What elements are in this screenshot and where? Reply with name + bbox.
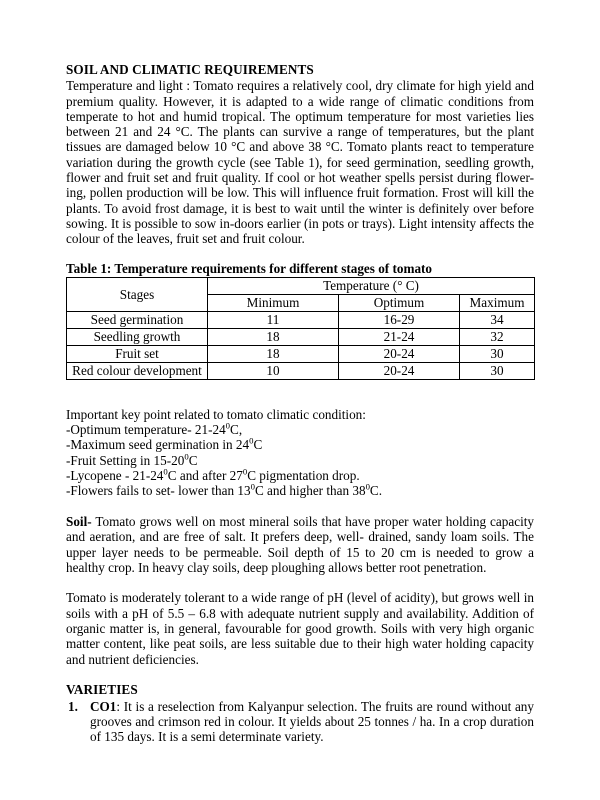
paragraph-soil [66,514,534,575]
table-header-temperature: Temperature (° C) [208,277,535,294]
variety-description: : It is a reselection from Kalyanpur selection. The fruits are round without any grooves and crimson red in colour. It yields about 25 tonnes / ha. In a crop duration of 135 days. It is a semi determinate variety. [90,698,534,745]
table-header-maximum: Maximum [460,294,535,311]
key-point-unit: C. [369,483,383,499]
cell-optimum: 16-29 [339,311,460,328]
cell-stage: Seedling growth [67,328,208,345]
cell-maximum: 32 [460,328,535,345]
variety-list-item [66,699,534,745]
key-point-unit: C, [230,422,243,438]
key-point-item [66,422,534,437]
key-point-unit: C pigmentation drop. [247,468,360,484]
cell-optimum: 20-24 [339,345,460,362]
key-point-text-mid: C and higher than 38 [254,483,366,499]
key-point-item [66,483,534,498]
key-point-item [66,468,534,483]
document-body [66,62,534,744]
cell-maximum: 34 [460,311,535,328]
cell-maximum: 30 [460,362,535,379]
table-header-stages: Stages [67,277,208,311]
key-point-item [66,437,534,452]
key-point-text: -Lycopene - 21-24 [66,468,164,484]
cell-optimum: 20-24 [339,362,460,379]
list-number: 1. [68,698,78,714]
heading-varieties: VARIETIES [66,682,138,698]
key-point-unit: C [253,437,263,453]
paragraph-temperature-and-light: Temperature and light : Tomato requires a relatively cool, dry climate for high yield and premium quality. However, it is adapted to a wide range of climatic conditions from temperate to hot and humid tropical. The optimum temperature for most varieties lies between 21 and 24 °C. The plants can survive a range of temperatures, but the plant tissues are damaged below 10 °C and above 38 °C. Tomato plants react to temperature variation during the growth cycle (see Table 1), for seed germination, seedling growth, flower and fruit set and fruit quality. If cool or hot weather spells persist during flower-ing, pollen production will be low. This will influence fruit formation. Frost will kill the plants. To avoid frost damage, it is best to wait until the winter is definitely over before sowing. It is possible to sow in-doors earlier (in pots or trays). Light intensity affects the colour of the leaves, fruit set and fruit colour. [66,78,534,247]
key-point-text: -Maximum seed germination in 24 [66,437,250,453]
paragraph-ph: Tomato is moderately tolerant to a wide range of pH (level of acidity), but grows well in soils with a pH of 5.5 – 6.8 with adequate nutrient supply and availability. Addition of organic matter is, in general, favourable for good growth. Soils with very high organic matter content, like peat soils, are less suitable due to their high water holding capacity and nutrient deficiencies. [66,590,534,667]
key-points-intro: Important key point related to tomato climatic condition: [66,406,366,422]
temperature-requirements-table [66,277,535,380]
key-point-text: -Flowers fails to set- lower than 13 [66,483,251,499]
degree-superscript: 0 [365,481,370,492]
cell-minimum: 18 [208,345,339,362]
key-point-unit: C [188,452,198,468]
cell-stage: Red colour development [67,362,208,379]
degree-superscript: 0 [225,420,231,431]
soil-label: Soil- [66,513,92,529]
degree-superscript: 0 [242,466,248,477]
degree-superscript: 0 [249,436,254,447]
key-point-text: -Optimum temperature- 21-24 [66,422,226,438]
degree-superscript: 0 [184,451,189,462]
table-row [67,328,535,345]
table-header-optimum: Optimum [339,294,460,311]
cell-minimum: 10 [208,362,339,379]
key-point-item [66,453,534,468]
degree-superscript: 0 [250,481,255,492]
table-caption: Table 1: Temperature requirements for different stages of tomato [66,260,433,276]
key-point-text-mid: C and after 27 [167,468,243,484]
page-title: SOIL AND CLIMATIC REQUIREMENTS [66,62,314,77]
cell-stage: Seed germination [67,311,208,328]
cell-maximum: 30 [460,345,535,362]
table-row [67,311,535,328]
variety-name: CO1 [90,698,117,714]
cell-minimum: 11 [208,311,339,328]
key-points-list [66,407,534,499]
key-point-text: -Fruit Setting in 15-20 [66,452,185,468]
table-header-row-1 [67,277,535,294]
table-row [67,345,535,362]
soil-text: Tomato grows well on most mineral soils that have proper water holding capacity and aeration, and are free of salt. It prefers deep, well- drained, sandy loam soils. The upper layer needs to be permeable. Soil depth of 15 to 20 cm is needed to grow a healthy crop. In heavy clay soils, deep ploughing allows better root penetration. [66,513,534,575]
table-row [67,362,535,379]
cell-minimum: 18 [208,328,339,345]
table-header-minimum: Minimum [208,294,339,311]
degree-superscript: 0 [163,466,168,477]
cell-stage: Fruit set [67,345,208,362]
cell-optimum: 21-24 [339,328,460,345]
